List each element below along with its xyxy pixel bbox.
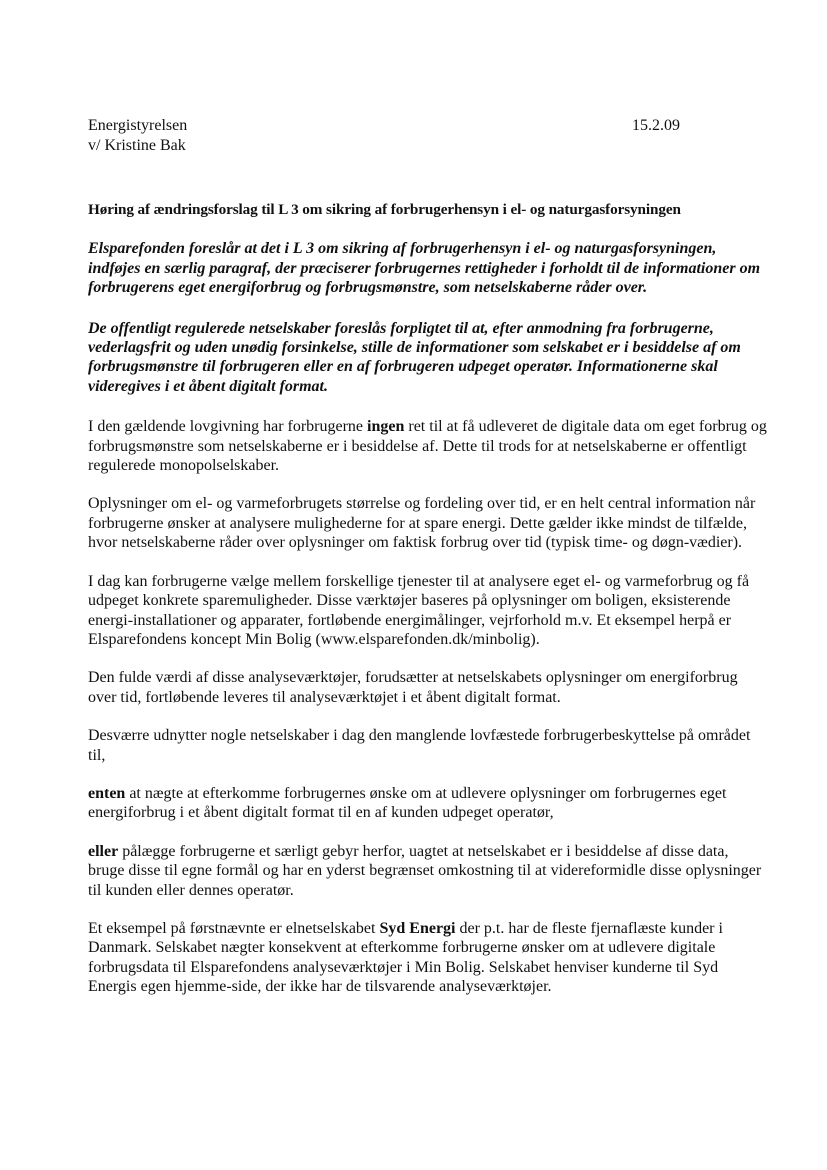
text-span: at nægte at efterkomme forbrugernes ønske om at udlevere oplysninger om forbrugernes eget energiforbrug i et åbent digitalt format til en af kunden udpeget operatør, [88, 784, 727, 822]
paragraph-exploitation: Desværre udnytter nogle netselskaber i dag den manglende lovfæstede forbrugerbeskyttelse på området til, [88, 727, 751, 764]
recipient-organisation: Energistyrelsen [88, 117, 188, 134]
letter-date: 15.2.09 [632, 117, 680, 134]
text-span: I den gældende lovgivning har forbrugerne [88, 418, 368, 436]
text-span: ret til at få udleveret de digitale data om eget forbrug og forbrugsmønstre som netselskaberne er i besiddelse af. Dette til trods for at netselskaberne er offentligt regulerede monopolselskaber. [88, 418, 767, 475]
emphasis-syd-energi: Syd Energi [379, 919, 456, 937]
text-span: pålægge forbrugerne et særligt gebyr herfor, uagtet at netselskabet er i besiddelse af disse data, bruge disse til egne formål og har en yderst begrænset omkostning til at videreformidle disse oplysninger til kunden eller dennes operatør. [88, 842, 762, 899]
text-span: der p.t. har de fleste fjernaflæste kunder i Danmark. Selskabet nægter konsekvent at efterkomme forbrugerne ønsker om at udlevere digitale forbrugsdata til Elsparefondens analyseværktøjer i Min Bolig. Selskabet henviser kunderne til Syd Energis egen hjemme-side, der ikke har de tilsvarende analyseværktøjer. [88, 919, 723, 996]
proposal-paragraph-2: De offentligt regulerede netselskaber foreslås forpligtet til at, efter anmodning fra forbrugerne, vederlagsfrit og uden unødig forsinkelse, stille de informationer som selskabet er i besiddelse af om forbrugsmønstre til forbrugeren eller en af forbrugeren udpeget operatør. Informationerne skal videregives i et åbent digitalt format. [88, 319, 741, 395]
paragraph-consumption-info: Oplysninger om el- og varmeforbrugets størrelse og fordeling over tid, er en helt central information når forbrugerne ønsker at analysere mulighederne for at spare energi. Dette gælder ikke mindst de tilfælde, hvor netselskaberne råder over oplysninger om faktisk forbrug over tid (typisk time- og døgn-vædier). [88, 495, 756, 552]
paragraph-eller [88, 842, 768, 900]
letter-body [88, 200, 768, 1016]
emphasis-eller: eller [88, 842, 119, 860]
paragraph-example [88, 919, 768, 997]
paragraph-enten [88, 784, 768, 823]
recipient-address [88, 116, 187, 156]
letter-title: Høring af ændringsforslag til L 3 om sikring af forbrugerhensyn i el- og naturgasforsyningen [88, 201, 681, 218]
paragraph-full-value: Den fulde værdi af disse analyseværktøjer, forudsætter at netselskabets oplysninger om energiforbrug over tid, fortløbende leveres til analyseværktøjet i et åbent digitalt format. [88, 669, 738, 706]
paragraph-analysis-services: I dag kan forbrugerne vælge mellem forskellige tjenester til at analysere eget el- og varmeforbrug og få udpeget konkrete sparemuligheder. Disse værktøjer baseres på oplysninger om boligen, eksisterende energi-installationer og apparater, fortløbende energimålinger, vejrforhold m.v. Et eksempel herpå er Elsparefondens koncept Min Bolig (www.elsparefonden.dk/minbolig). [88, 572, 750, 648]
recipient-person: v/ Kristine Bak [88, 137, 186, 154]
emphasis-ingen: ingen [367, 418, 405, 436]
text-span: Et eksempel på førstnævnte er elnetselskabet [88, 919, 380, 937]
emphasis-enten: enten [88, 784, 126, 802]
paragraph-current-law [88, 417, 768, 475]
proposal-paragraph-1: Elsparefonden foreslår at det i L 3 om sikring af forbrugerhensyn i el- og naturgasforsyningen, indføjes en særlig paragraf, der præciserer forbrugernes rettigheder i forholdt til de informationer om forbrugerens eget energiforbrug og forbrugsmønstre, som netselskaberne råder over. [88, 240, 761, 297]
